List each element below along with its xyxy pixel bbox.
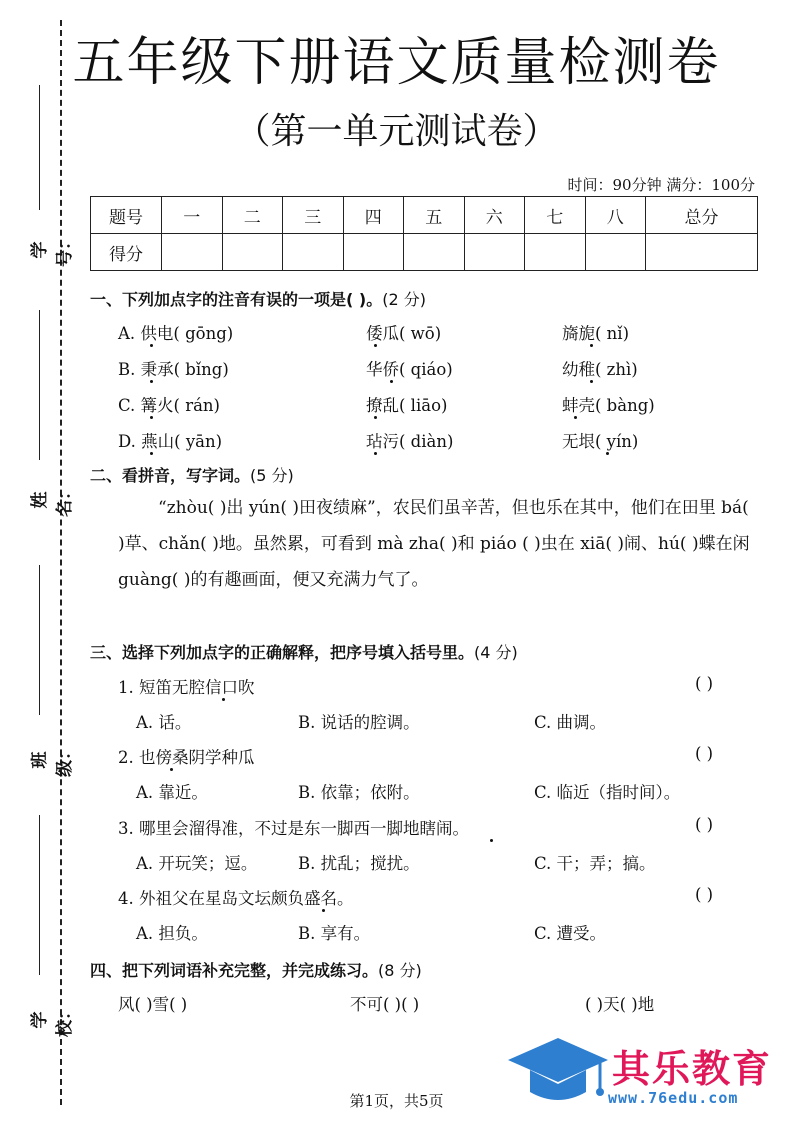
emphasis-dot [150, 344, 153, 347]
emphasis-dot [374, 344, 377, 347]
q4-heading-text: 四、把下列词语补充完整，并完成练习。 [90, 961, 379, 980]
q1-row-c-col2: 撩乱( liāo) [366, 396, 448, 415]
q4-word-1: 风( )雪( ) [118, 995, 188, 1014]
q3-item-4-option-c: C. 遭受。 [534, 924, 607, 943]
score-header-cell: 三 [283, 197, 344, 234]
q3-item-1-option-b: B. 说话的腔调。 [298, 713, 420, 732]
emphasis-dot [222, 698, 225, 701]
score-header-cell: 总分 [646, 197, 758, 234]
q3-item-3-answer-bracket[interactable]: ( ) [695, 815, 714, 834]
q3-heading-text: 三、选择下列加点字的正确解释，把序号填入括号里。 [90, 643, 475, 662]
q1-points: (2 分) [382, 290, 426, 309]
q3-item-3-option-a: A. 开玩笑；逗。 [136, 854, 258, 873]
q3-item-2-option-c: C. 临近（指时间）。 [534, 783, 681, 802]
score-input-cell[interactable] [162, 234, 223, 271]
q3-item-3-question: 3. 哪里会溜得准，不过是东一脚西一脚地瞎闹。 [118, 819, 469, 838]
score-input-cell[interactable] [464, 234, 525, 271]
q2-points: (5 分) [250, 466, 294, 485]
q3-item-2-option-b: B. 依靠；依附。 [298, 783, 420, 802]
q3-item-3-option-c: C. 干；弄；搞。 [534, 854, 656, 873]
q1-row-c-col3: 蚌壳( bàng) [562, 396, 655, 415]
q1-heading [90, 287, 426, 310]
binding-dashed-line [60, 20, 62, 1105]
name-label: 姓名： [30, 483, 75, 517]
class-field[interactable] [8, 565, 75, 777]
q3-item-1-option-c: C. 曲调。 [534, 713, 607, 732]
emphasis-dot [150, 452, 153, 455]
q1-row-d-col2: 玷污( diàn) [366, 432, 454, 451]
q3-item-4-option-a: A. 担负。 [136, 924, 208, 943]
score-header-cell: 七 [525, 197, 586, 234]
emphasis-dot [150, 380, 153, 383]
q4-word-3: ( )天( )地 [585, 995, 655, 1014]
q3-item-1-question: 1. 短笛无腔信口吹 [118, 678, 255, 697]
score-header-cell: 二 [222, 197, 283, 234]
score-header-cell: 六 [464, 197, 525, 234]
score-header-cell: 题号 [91, 197, 162, 234]
q1-row-a-col1: A. 供电( gōng) [118, 324, 234, 343]
student-no-label: 学号： [30, 233, 75, 267]
q1-row-c-col1: C. 篝火( rán) [118, 396, 220, 415]
emphasis-dot [390, 380, 393, 383]
score-header-cell: 一 [162, 197, 223, 234]
page-footer: 第1页，共5页 [349, 1092, 444, 1110]
q3-item-2-question: 2. 也傍桑阴学种瓜 [118, 748, 255, 767]
score-header-cell: 五 [404, 197, 465, 234]
q4-word-2: 不可( )( ) [350, 995, 420, 1014]
score-input-cell[interactable] [585, 234, 646, 271]
score-header-cell: 八 [585, 197, 646, 234]
q1-row-b-col3: 幼稚( zhì) [562, 360, 638, 379]
score-input-cell[interactable] [404, 234, 465, 271]
q1-row-d-col1: D. 燕山( yān) [118, 432, 223, 451]
q4-heading [90, 958, 422, 981]
emphasis-dot [574, 416, 577, 419]
q1-row-a-col3: 旖旎( nǐ) [562, 324, 630, 343]
q3-item-4-question: 4. 外祖父在星岛文坛颇负盛名。 [118, 889, 354, 908]
q4-points: (8 分) [378, 961, 422, 980]
emphasis-dot [606, 452, 609, 455]
school-label: 学校： [30, 1003, 75, 1037]
emphasis-dot [150, 416, 153, 419]
score-input-cell[interactable] [222, 234, 283, 271]
score-table [90, 196, 758, 271]
name-field[interactable] [8, 310, 75, 520]
logo-name: 其乐教育 [612, 1047, 773, 1091]
emphasis-dot [490, 839, 493, 842]
q3-item-1-option-a: A. 话。 [136, 713, 192, 732]
score-input-cell[interactable] [525, 234, 586, 271]
score-table-score-row [91, 234, 758, 271]
q3-points: (4 分) [474, 643, 518, 662]
emphasis-dot [590, 344, 593, 347]
class-label: 班级： [30, 743, 75, 777]
q3-item-1-answer-bracket[interactable]: ( ) [695, 674, 714, 693]
q3-item-2-answer-bracket[interactable]: ( ) [695, 744, 714, 763]
emphasis-dot [374, 416, 377, 419]
q1-row-b-col1: B. 秉承( bǐng) [118, 360, 229, 379]
q2-paragraph: “zhòu( )出 yún( )田夜绩麻”，农民们虽辛苦，但也乐在其中，他们在田里 bá( )草、chǎn( )地。虽然累，可看到 mà zha( )和 piáo ( )虫在 xiā( )闹、hú( )蝶在闲 guàng( )的有趣画面，便又充满力气了。 [118, 498, 750, 590]
q2-heading [90, 463, 294, 486]
q1-row-b-col2: 华侨( qiáo) [366, 360, 453, 379]
page-subtitle: （第一单元测试卷） [234, 111, 559, 152]
q3-item-2-option-a: A. 靠近。 [136, 783, 208, 802]
emphasis-dot [590, 380, 593, 383]
logo-url: www.76edu.com [608, 1089, 739, 1107]
q3-item-4-option-b: B. 享有。 [298, 924, 371, 943]
q3-heading [90, 640, 518, 663]
score-input-cell[interactable] [646, 234, 758, 271]
score-input-cell[interactable] [283, 234, 344, 271]
q2-heading-text: 二、看拼音，写字词。 [90, 466, 251, 485]
emphasis-dot [170, 768, 173, 771]
time-info: 时间：90分钟 满分：100分 [567, 176, 755, 194]
score-row-label: 得分 [91, 234, 162, 271]
emphasis-dot [322, 909, 325, 912]
score-header-cell: 四 [343, 197, 404, 234]
page-title: 五年级下册语文质量检测卷 [72, 33, 721, 93]
q1-row-a-col2: 倭瓜( wō) [366, 324, 442, 343]
q1-heading-text: 一、下列加点字的注音有误的一项是( )。 [90, 290, 383, 309]
score-table-header-row [91, 197, 758, 234]
q3-item-3-option-b: B. 扰乱；搅扰。 [298, 854, 420, 873]
school-field[interactable] [8, 815, 75, 1037]
score-input-cell[interactable] [343, 234, 404, 271]
emphasis-dot [374, 452, 377, 455]
q3-item-4-answer-bracket[interactable]: ( ) [695, 885, 714, 904]
q1-row-d-col3: 无垠( yín) [562, 432, 639, 451]
